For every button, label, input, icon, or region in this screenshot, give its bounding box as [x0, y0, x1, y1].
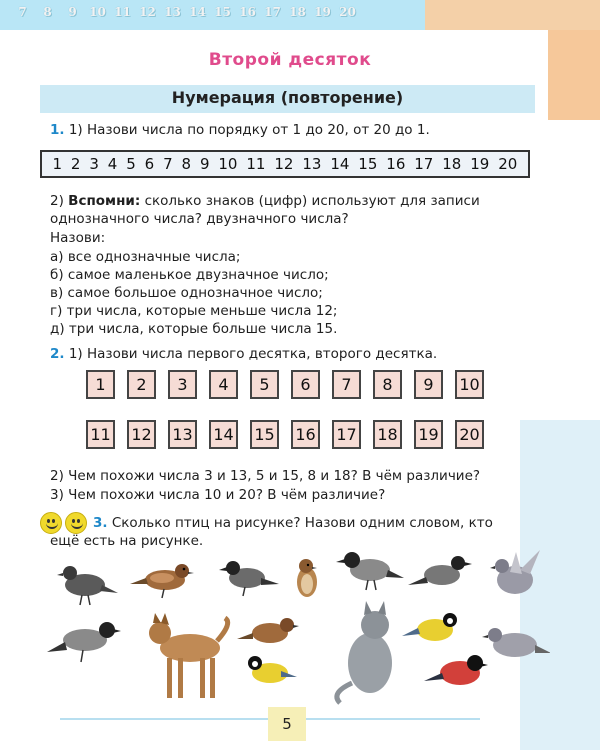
number-line-value: 3	[89, 155, 99, 173]
pigeon-icon	[490, 550, 540, 594]
task3-line2: ещё есть на рисунке.	[50, 533, 204, 549]
number-line-value: 15	[358, 155, 378, 173]
task3-number: 3.	[93, 515, 108, 531]
number-line-value: 20	[498, 155, 518, 173]
smiley-icon	[40, 512, 62, 534]
task2-part3: 3) Чем похожи числа 10 и 20? В чём различие?	[50, 487, 386, 503]
task2-part2: 2) Чем похожи числа 3 и 13, 5 и 15, 8 и 18? В чём различие?	[50, 468, 481, 484]
number-box: 20	[455, 420, 484, 449]
task1-item-b: б) самое маленькое двузначное число;	[50, 267, 329, 283]
lesson-title: Нумерация (повторение)	[171, 88, 404, 107]
number-box: 17	[332, 420, 361, 449]
right-margin-tan	[548, 30, 600, 120]
number-box: 5	[250, 370, 279, 399]
top-strip-number: 12	[139, 5, 156, 19]
number-box: 6	[291, 370, 320, 399]
top-strip-number: 11	[114, 5, 131, 19]
number-line-value: 4	[107, 155, 118, 173]
task1-item-g: г) три числа, которые меньше числа 12;	[50, 303, 338, 319]
number-line-value: 10	[218, 155, 238, 173]
number-line-value: 14	[330, 155, 350, 173]
number-line-value: 12	[274, 155, 294, 173]
number-line-value: 2	[70, 155, 81, 173]
top-strip-number: 9	[68, 5, 77, 19]
task1-part2-label: 2)	[50, 193, 64, 209]
dog-icon	[149, 613, 228, 698]
bullfinch-icon	[424, 655, 488, 685]
task3-line1	[93, 514, 493, 532]
top-right-decoration	[425, 0, 600, 30]
crow-icon	[47, 622, 121, 662]
task1-part2-line1	[50, 192, 480, 210]
number-line-value: 11	[246, 155, 266, 173]
task2-number: 2.	[50, 346, 65, 362]
top-strip-number: 14	[189, 5, 206, 19]
number-line-value: 9	[199, 155, 210, 173]
crow-icon	[408, 556, 472, 585]
top-strip-number: 7	[18, 5, 27, 19]
number-line-value: 7	[163, 155, 173, 173]
task1-item-d: д) три числа, которые больше числа 15.	[50, 321, 338, 337]
top-strip-number: 15	[214, 5, 231, 19]
task2-line1	[50, 345, 437, 363]
number-box: 10	[455, 370, 484, 399]
number-line-value: 19	[470, 155, 490, 173]
number-box: 4	[209, 370, 238, 399]
titmouse-icon	[248, 656, 297, 683]
number-box: 16	[291, 420, 320, 449]
crow-icon	[336, 552, 404, 590]
task1-part1: 1) Назови числа по порядку от 1 до 20, от 20 до 1.	[68, 122, 430, 138]
smiley-icon	[65, 512, 87, 534]
number-line-value: 18	[442, 155, 462, 173]
number-line-value: 1	[52, 155, 62, 173]
number-line-value: 17	[414, 155, 434, 173]
sparrow-icon	[237, 618, 299, 643]
number-box: 7	[332, 370, 361, 399]
task1-line1	[50, 121, 430, 139]
cat-icon	[337, 601, 392, 703]
number-box: 12	[127, 420, 156, 449]
pigeon-icon	[482, 628, 550, 657]
task1-number: 1.	[50, 122, 65, 138]
number-box: 11	[86, 420, 115, 449]
number-box: 8	[373, 370, 402, 399]
sparrow-icon	[130, 564, 194, 598]
top-strip-number: 8	[43, 5, 52, 19]
number-line-value: 5	[126, 155, 136, 173]
top-strip-number: 19	[314, 5, 331, 19]
bird-icon	[57, 566, 118, 605]
birds-animals-illustration	[40, 548, 550, 708]
number-box: 3	[168, 370, 197, 399]
number-box: 18	[373, 420, 402, 449]
page-number: 5	[268, 707, 306, 741]
number-box: 2	[127, 370, 156, 399]
number-line-value: 6	[144, 155, 155, 173]
top-strip-number: 17	[264, 5, 281, 19]
task1-item-v: в) самое большое однозначное число;	[50, 285, 323, 301]
sparrow-icon	[297, 559, 317, 597]
task1-item-a: а) все однозначные числа;	[50, 249, 241, 265]
top-number-strip-numbers	[10, 5, 360, 19]
top-number-strip	[0, 0, 425, 30]
second-ten-boxes	[86, 420, 496, 449]
task1-part2-bold: Вспомни:	[68, 193, 141, 209]
top-strip-number: 20	[339, 5, 356, 19]
number-box: 1	[86, 370, 115, 399]
task3-text: Сколько птиц на рисунке? Назови одним словом, кто	[111, 515, 493, 531]
number-box: 13	[168, 420, 197, 449]
number-line-value: 13	[302, 155, 322, 173]
top-strip-number: 10	[89, 5, 106, 19]
first-ten-boxes	[86, 370, 496, 399]
task1-part2-rest: сколько знаков (цифр) используют для записи	[144, 193, 480, 209]
task1-part2-line2: однозначного числа? двузначного числа?	[50, 211, 349, 227]
number-box: 15	[250, 420, 279, 449]
task2-part1: 1) Назови числа первого десятка, второго десятка.	[68, 346, 438, 362]
crow-icon	[219, 561, 279, 596]
section-title: Второй десяток	[208, 50, 372, 70]
number-line-1-to-20	[40, 150, 530, 178]
number-box: 19	[414, 420, 443, 449]
number-line-value: 8	[181, 155, 192, 173]
titmouse-icon	[402, 613, 457, 641]
task1-name-label: Назови:	[50, 230, 106, 246]
number-line-value: 16	[386, 155, 406, 173]
number-box: 9	[414, 370, 443, 399]
number-box: 14	[209, 420, 238, 449]
top-strip-number: 18	[289, 5, 306, 19]
top-strip-number: 16	[239, 5, 256, 19]
top-strip-number: 13	[164, 5, 181, 19]
